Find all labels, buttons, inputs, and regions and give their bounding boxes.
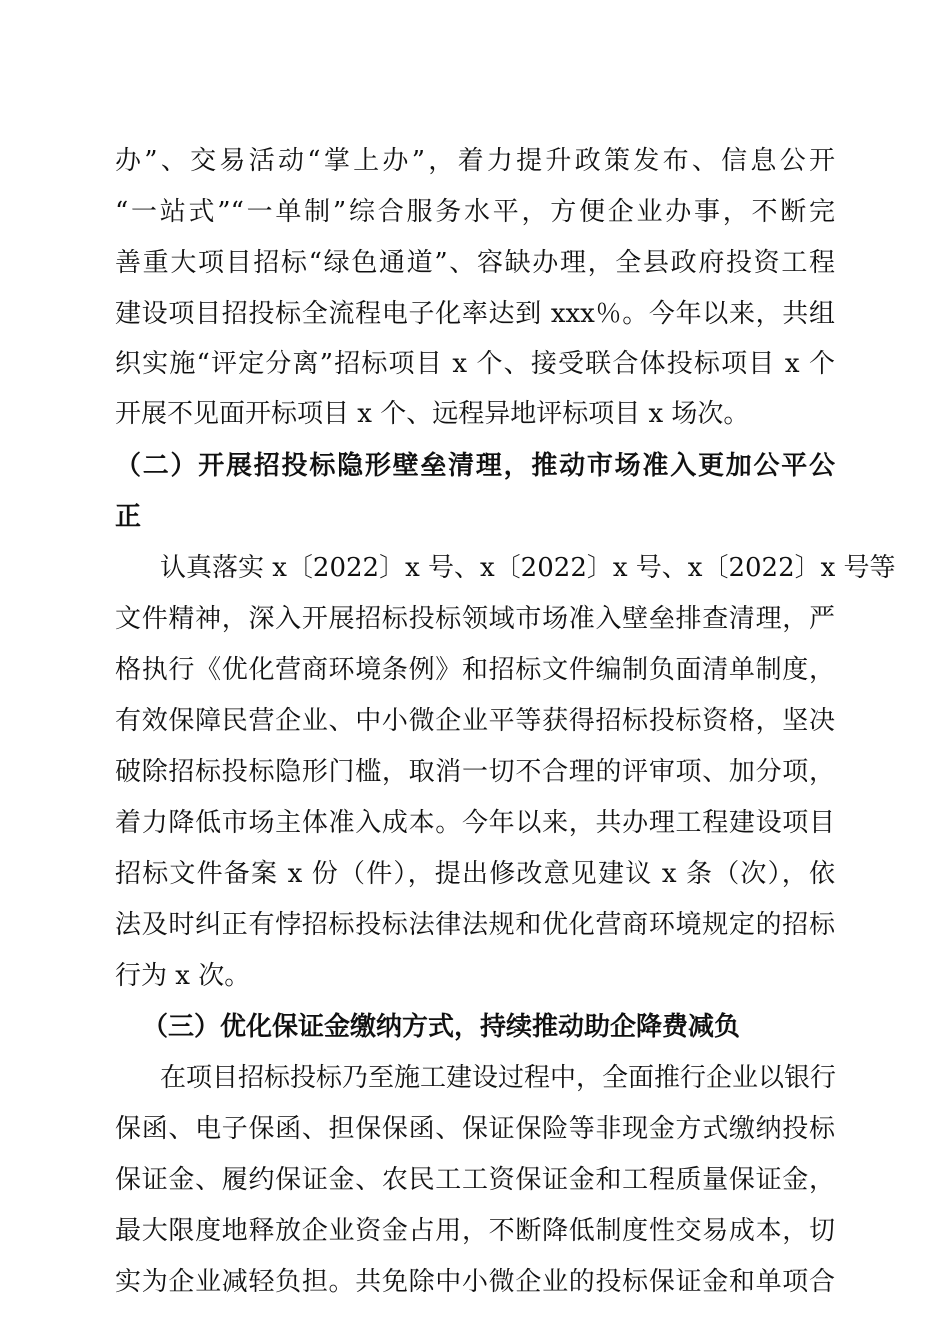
section-heading-continuation: 正	[115, 502, 142, 532]
body-line: 开展不见面开标项目 x 个、远程异地评标项目 x 场次。	[115, 399, 750, 429]
body-line: 认真落实 x〔2022〕x 号、x〔2022〕x 号、x〔2022〕x 号等	[160, 553, 896, 583]
section-heading: （三）优化保证金缴纳方式，持续推动助企降费减负	[142, 1012, 741, 1042]
body-line: 文件精神，深入开展招标投标领域市场准入壁垒排查清理，严	[115, 604, 835, 634]
body-line: 最大限度地释放企业资金占用，不断降低制度性交易成本，切	[115, 1216, 835, 1246]
body-line: 保证金、履约保证金、农民工工资保证金和工程质量保证金，	[115, 1165, 835, 1195]
body-line: 善重大项目招标“绿色通道”、容缺办理，全县政府投资工程	[115, 248, 835, 278]
body-line: 法及时纠正有悖招标投标法律法规和优化营商环境规定的招标	[115, 910, 835, 940]
body-line: 实为企业减轻负担。共免除中小微企业的投标保证金和单项合	[115, 1267, 835, 1297]
body-line: 在项目招标投标乃至施工建设过程中，全面推行企业以银行	[160, 1063, 837, 1093]
section-heading: （二）开展招投标隐形壁垒清理，推动市场准入更加公平公	[115, 451, 835, 481]
body-line: 招标文件备案 x 份（件），提出修改意见建议 x 条（次），依	[115, 859, 835, 889]
body-line: 行为 x 次。	[115, 961, 251, 991]
body-line: “一站式”“一单制”综合服务水平，方便企业办事，不断完	[115, 197, 835, 227]
body-line: 保函、电子保函、担保保函、保证保险等非现金方式缴纳投标	[115, 1114, 835, 1144]
body-line: 织实施“评定分离”招标项目 x 个、接受联合体投标项目 x 个	[115, 349, 835, 379]
body-line: 有效保障民营企业、中小微企业平等获得招标投标资格，坚决	[115, 706, 835, 736]
body-line: 办”、交易活动“掌上办”，着力提升政策发布、信息公开	[115, 146, 835, 176]
body-line: 格执行《优化营商环境条例》和招标文件编制负面清单制度，	[115, 655, 835, 685]
body-line: 着力降低市场主体准入成本。今年以来，共办理工程建设项目	[115, 808, 835, 838]
body-line: 建设项目招投标全流程电子化率达到 xxx％。今年以来，共组	[115, 299, 835, 329]
body-line: 破除招标投标隐形门槛，取消一切不合理的评审项、加分项，	[115, 757, 835, 787]
